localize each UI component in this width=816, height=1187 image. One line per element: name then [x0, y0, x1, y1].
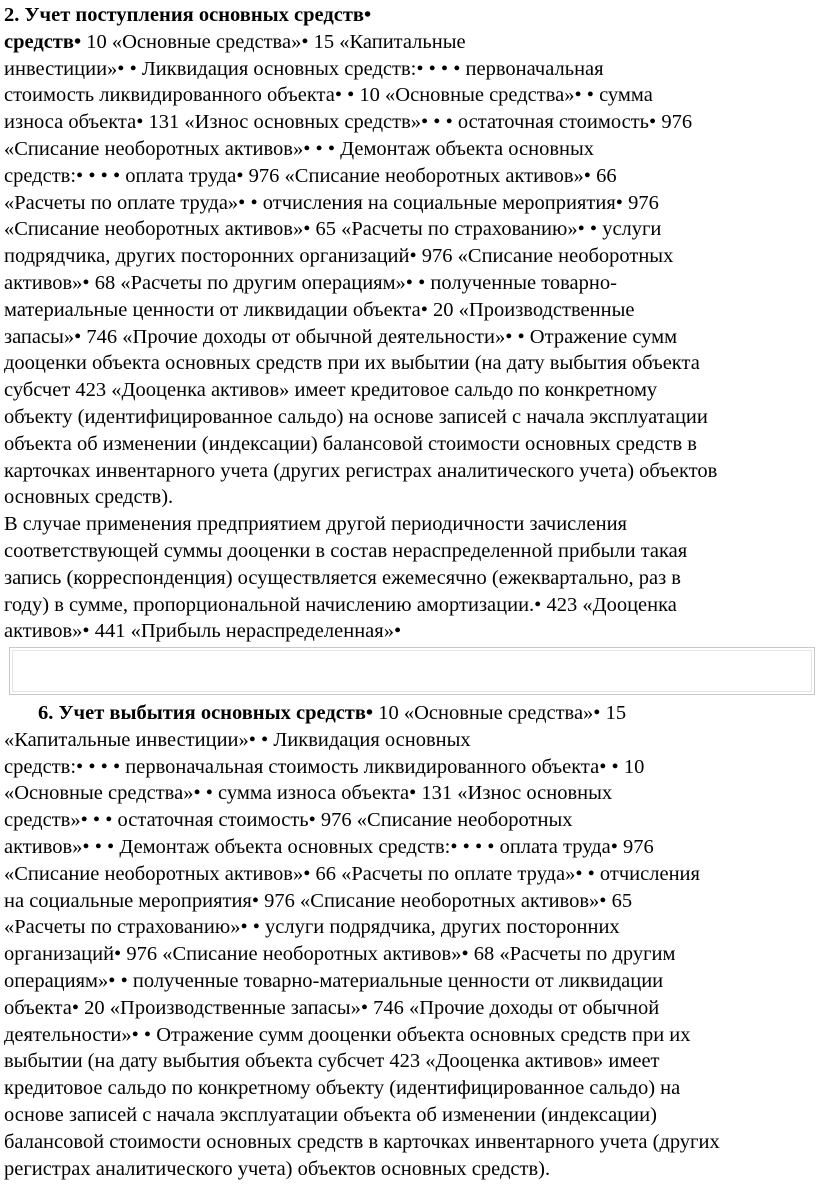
body-text: средств:• • • • оплата труда• 976 «Списание необоротных активов»• 66	[4, 164, 617, 187]
body-text: активов»• 441 «Прибыль нераспределенная»•	[4, 620, 402, 643]
section1-line	[4, 190, 659, 216]
body-text: карточках инвентарного учета (других регистрах аналитического учета) объектов	[4, 459, 718, 482]
section1-line	[4, 484, 173, 510]
body-text: средств:• • • • первоначальная стоимость ликвидированного объекта• • 10	[4, 755, 645, 778]
body-text: износа объекта• 131 «Износ основных средств»• • • остаточная стоимость• 976	[4, 111, 693, 134]
body-text: активов»• • • Демонтаж объекта основных средств:• • • • оплата труда• 976	[4, 836, 654, 858]
body-text: деятельности»• • Отражение сумм дооценки объекта основных средств при их	[4, 1023, 691, 1046]
body-text: субсчет 423 «Дооценка активов» имеет кредитовое сальдо по конкретному	[4, 379, 658, 402]
section1-line	[4, 592, 677, 618]
section2-line	[4, 1102, 657, 1128]
body-text: «Основные средства»• • сумма износа объекта• 131 «Износ основных	[4, 782, 613, 805]
section1-line	[4, 377, 657, 403]
section2-line	[4, 807, 572, 833]
section1-line	[4, 29, 466, 55]
body-text: активов»• 68 «Расчеты по другим операциям»• • полученные товарно-	[4, 272, 617, 294]
section1-line	[4, 270, 617, 296]
heading-text: средств•	[4, 30, 82, 53]
section1-line	[4, 618, 401, 644]
section1-line	[4, 82, 653, 108]
body-text: основных средств).	[4, 486, 174, 509]
section2-line	[4, 1075, 680, 1101]
section1-line	[4, 511, 627, 537]
section2-line	[4, 995, 659, 1021]
section1-line	[4, 538, 687, 564]
section2-line	[4, 914, 620, 940]
body-text: объекта об изменении (индексации) балансовой стоимости основных средств в	[4, 432, 697, 455]
section2-line	[4, 1129, 720, 1155]
body-text: «Списание необоротных активов»• • • Демонтаж объекта основных	[4, 138, 594, 160]
section2-line	[4, 754, 644, 780]
body-text: балансовой стоимости основных средств в карточках инвентарного учета (других	[4, 1130, 720, 1153]
body-text: запасы»• 746 «Прочие доходы от обычной деятельности»• • Отражение сумм	[4, 325, 678, 348]
section2-line	[4, 941, 675, 967]
section2-line	[4, 1048, 660, 1074]
body-text: «Списание необоротных активов»• 65 «Расчеты по страхованию»• • услуги	[4, 218, 662, 241]
heading-text: 6. Учет выбытия основных средств•	[38, 702, 374, 724]
body-text: «Расчеты по страхованию»• • услуги подрядчика, других посторонних	[4, 916, 620, 939]
section1-line	[4, 2, 371, 28]
section1-line	[4, 404, 708, 430]
body-text: инвестиции»• • Ликвидация основных средств:• • • • первоначальная	[4, 57, 604, 80]
body-text: средств»• • • остаточная стоимость• 976 «Списание необоротных	[4, 809, 573, 832]
embedded-frame	[9, 647, 815, 695]
body-text: запись (корреспонденция) осуществляется ежемесячно (ежеквартально, раз в	[4, 566, 681, 589]
body-text: объекта• 20 «Производственные запасы»• 746 «Прочие доходы от обычной	[4, 996, 660, 1019]
section1-line	[4, 216, 661, 242]
section2-line	[4, 968, 663, 994]
section1-line	[4, 56, 604, 82]
heading-text: 2. Учет поступления основных средств•	[4, 4, 372, 26]
body-text: 10 «Основные средства»• 15 «Капитальные	[81, 30, 466, 53]
body-text: основе записей с начала эксплуатации объекта об изменении (индексации)	[4, 1104, 657, 1126]
body-text: В случае применения предприятием другой периодичности зачисления	[4, 513, 627, 536]
section2-line	[4, 834, 654, 860]
body-text: подрядчика, других посторонних организаций• 976 «Списание необоротных	[4, 245, 674, 268]
section1-line	[4, 109, 692, 135]
body-text: «Капитальные инвестиции»• • Ликвидация основных	[4, 728, 471, 751]
section1-line	[4, 243, 673, 269]
body-text: выбытии (на дату выбытия объекта субсчет 423 «Дооценка активов» имеет	[4, 1050, 660, 1073]
body-text: 10 «Основные средства»• 15	[373, 702, 627, 724]
section1-line	[4, 565, 681, 591]
body-text: году) в сумме, пропорциональной начислению амортизации.• 423 «Дооценка	[4, 593, 677, 616]
section2-line	[4, 727, 471, 753]
section2-line	[38, 700, 626, 726]
section1-line	[4, 163, 617, 189]
body-text: соответствующей суммы дооценки в состав нераспределенной прибыли такая	[4, 540, 688, 562]
body-text: регистрах аналитического учета) объектов основных средств).	[4, 1157, 551, 1180]
body-text: на социальные мероприятия• 976 «Списание необоротных активов»• 65	[4, 889, 633, 912]
body-text: «Списание необоротных активов»• 66 «Расчеты по оплате труда»• • отчисления	[4, 862, 700, 885]
section1-line	[4, 431, 697, 457]
section2-line	[4, 1022, 691, 1048]
section2-line	[4, 861, 700, 887]
body-text: «Расчеты по оплате труда»• • отчисления на социальные мероприятия• 976	[4, 191, 659, 214]
body-text: объекту (идентифицированное сальдо) на основе записей с начала эксплуатации	[4, 406, 708, 428]
body-text: дооценки объекта основных средств при их выбытии (на дату выбытия объекта	[4, 352, 700, 375]
body-text: операциям»• • полученные товарно-материальные ценности от ликвидации	[4, 970, 664, 992]
section2-line	[4, 780, 612, 806]
section2-line	[4, 888, 632, 914]
section1-line	[4, 324, 677, 350]
body-text: организаций• 976 «Списание необоротных активов»• 68 «Расчеты по другим	[4, 943, 676, 966]
section2-line	[4, 1156, 550, 1182]
section1-line	[4, 458, 717, 484]
body-text: стоимость ликвидированного объекта• • 10 «Основные средства»• • сумма	[4, 84, 653, 107]
section1-line	[4, 297, 634, 323]
section1-line	[4, 350, 700, 376]
body-text: кредитовое сальдо по конкретному объекту (идентифицированное сальдо) на	[4, 1077, 681, 1100]
body-text: материальные ценности от ликвидации объекта• 20 «Производственные	[4, 298, 635, 321]
section1-line	[4, 136, 594, 162]
